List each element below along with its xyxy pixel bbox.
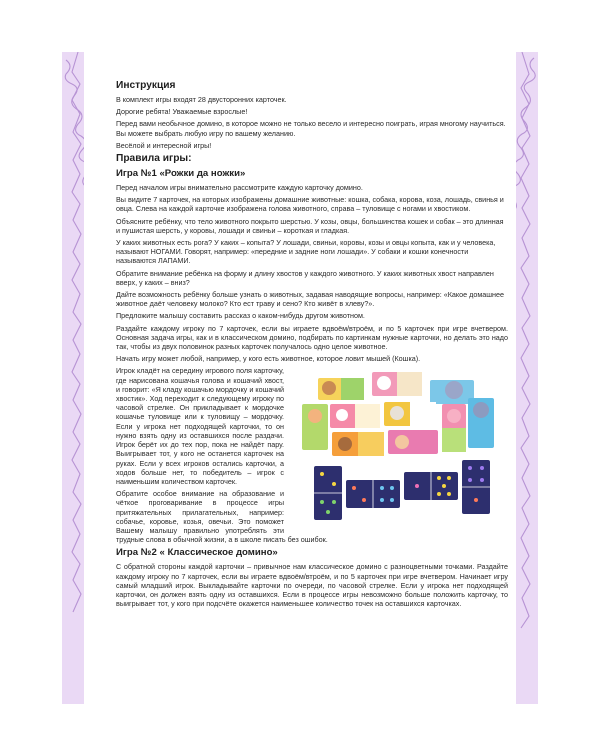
paragraph: Дорогие ребята! Уважаемые взрослые! [116, 107, 248, 117]
game2-title: Игра №2 « Классическое домино» [116, 547, 278, 559]
animal-domino-cards [302, 372, 494, 456]
paragraph: Перед вами необычное домино, в которое можно не только весело и интересно поиграть, играя многому научиться. Вы можете выбрать любую игру по вашему желанию. [116, 119, 506, 138]
paragraph: Обратите особое внимание на образование и чёткое проговаривание в процессе игры притяжательных прилагательных, например: собачье, коровье, козья, овечьи. Это поможет Вашему малышу правильно употреблять эти трудные слова в обычной жизни, а в школе писать без ошибок. [116, 489, 328, 545]
paragraph: Вы видите 7 карточек, на которых изображены домашние животные: кошка, собака, корова, коза, лошадь, свинья и овца. Слева на каждой карточке изображена голова животного, справа – туловище с ногами и хвостиком. [116, 195, 504, 214]
paragraph: У каких животных есть рога? У каких – копыта? У лошади, свиньи, коровы, козы и овцы копыта, как и у человека, называют НОГАМИ. Говорят, например: «передние и задние ноги лошади». У собаки и кошки конечности называются ЛАПАМИ. [116, 238, 496, 266]
decorative-border-right [516, 52, 538, 704]
game-text-with-image [116, 366, 508, 608]
instruction-title: Инструкция [116, 80, 176, 91]
paragraph: Игрок кладёт на середину игрового поля карточку, где нарисована кошачья голова и кошачий хвост, и говорит: «Я кладу кошачью мордочку и кошачий хвостик». Ход переходит к следующему игроку по часовой стрелке. Он прикладывает к мордочке кошачье туловище или к туловищу – мордочку. Если у игрока нет подходящей карточки, то он нужно взять одну из оставшихся после раздачи. Игрок берёт их до тех пор, пока не найдёт пару. Выигрывает тот, у кого не останется карточек на руках. Если у всех игроков остались карточки, а ходов больше нет, то победитель – игрок с наименьшим количеством карточек. [116, 366, 284, 486]
instruction-page [62, 52, 538, 704]
paragraph: Весёлой и интересной игры! [116, 140, 212, 150]
paragraph: Предложите малышу составить рассказ о каком-нибудь другом животном. [116, 311, 365, 321]
classic-domino-cards [314, 460, 490, 520]
paragraph: Начать игру может любой, например, у кого есть животное, которое ловит мышей (Кошка). [116, 354, 421, 364]
rules-title: Правила игры: [116, 153, 192, 165]
paragraph: С обратной стороны каждой карточки – привычное нам классическое домино с разноцветными точками. Раздайте каждому игроку по 7 карточек, если вы играете вдвоём/втроём, и по 5 карточек при игре вчетвером. Начинает игру самый младший игрок. Выкладывайте карточки по очереди, по часовой стрелке. Если у игрока нет подходящей карточки, он должен взять одну из оставшихся. Если в процессе игры невозможно больше положить карточку, то выигрывает тот, у кого при подсчёте окажется наименьшее количество точек на оставшихся карточках. [116, 562, 508, 609]
game1-title: Игра №1 «Рожки да ножки» [116, 168, 246, 180]
paragraph: Обратите внимание ребёнка на форму и длину хвостов у каждого животного. У каких животных хвост направлен вверх, у каких – вниз? [116, 268, 494, 287]
instruction-content [116, 80, 508, 704]
paragraph: Объясните ребёнку, что тело животного покрыто шерстью. У козы, овцы, большинства кошек и собак – это длинная и пушистая шерсть, у коровы, лошади и свиньи – короткая и гладкая. [116, 216, 504, 235]
paragraph: В комплект игры входят 28 двусторонних карточек. [116, 95, 287, 104]
domino-cards-illustration [292, 368, 508, 532]
paragraph: Раздайте каждому игроку по 7 карточек, если вы играете вдвоём/втроём, и по 5 карточек при игре вчетвером. Основная задача игры, как и в классическом домино, подбирать по картинкам нужные карточки, но делать это надо так, чтобы из двух половинок разных карточек получалось одно целое животное. [116, 323, 508, 352]
paragraph: Дайте возможность ребёнку больше узнать о животных, задавая наводящие вопросы, например: «Какое домашнее животное даёт человеку молоко? Кто ест траву и сено? Кто живёт в хлеву?». [116, 290, 504, 309]
paragraph: Перед началом игры внимательно рассмотрите каждую карточку домино. [116, 183, 363, 193]
decorative-border-left [62, 52, 84, 704]
